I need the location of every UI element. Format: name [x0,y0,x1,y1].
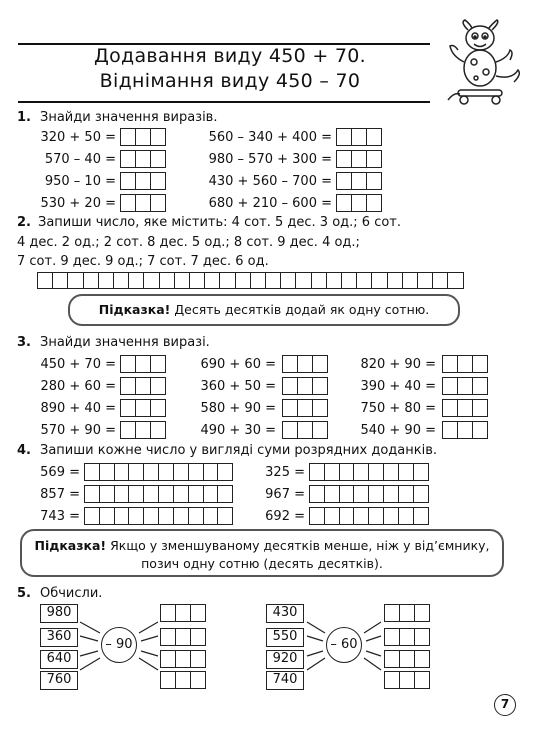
task3-expr: 580 + 90 = [200,401,276,416]
task3-expr: 490 + 30 = [200,423,276,438]
hint-line1 [22,537,502,555]
answer-boxes[interactable] [160,628,206,646]
answer-boxes[interactable] [120,128,166,146]
answer-boxes[interactable] [120,399,166,417]
answer-boxes[interactable] [309,507,429,525]
answer-boxes[interactable] [384,604,430,622]
number-box: 430 [266,604,304,623]
task4-label: 743 = [40,509,80,524]
operation-circle: – 60 [326,627,362,663]
answer-boxes[interactable] [442,377,488,395]
answer-boxes[interactable] [336,194,382,212]
hint-text: Десять десятків додай як одну сотню. [170,302,430,317]
task3-number: 3. [17,335,31,350]
answer-boxes[interactable] [84,485,233,503]
title-line2: Віднімання виду 450 – 70 [99,70,361,92]
task5-title: Обчисли. [40,586,103,601]
task1-expr: 680 + 210 – 600 = [208,196,332,211]
task1-expr: 570 – 40 = [44,152,116,167]
answer-boxes[interactable] [160,650,206,668]
answer-boxes[interactable] [120,194,166,212]
operation-circle: – 90 [101,627,137,663]
hint-label: Підказка! [98,302,171,317]
title-line1: Додавання виду 450 + 70. [93,45,367,67]
number-box: 360 [40,628,78,647]
answer-boxes[interactable] [84,507,233,525]
task1-expr: 530 + 20 = [40,196,116,211]
answer-boxes[interactable] [309,463,429,481]
answer-boxes[interactable] [120,421,166,439]
answer-boxes[interactable] [442,355,488,373]
hint-label: Підказка! [34,538,107,553]
answer-boxes[interactable] [282,421,328,439]
number-box: 980 [40,604,78,623]
answer-boxes[interactable] [282,399,328,417]
task3-expr: 570 + 90 = [40,423,116,438]
answer-boxes[interactable] [384,650,430,668]
task1-title: Знайди значення виразів. [40,110,218,125]
task1-number: 1. [17,110,31,125]
task3-expr: 450 + 70 = [40,357,116,372]
task4-number: 4. [17,443,31,458]
answer-boxes[interactable] [120,150,166,168]
answer-boxes[interactable] [309,485,429,503]
answer-boxes[interactable] [120,377,166,395]
answer-boxes[interactable] [282,377,328,395]
task3-expr: 690 + 60 = [200,357,276,372]
answer-boxes[interactable] [384,628,430,646]
hint-box [68,294,460,326]
answer-boxes[interactable] [120,172,166,190]
cartoon-character-icon [440,16,526,108]
task2-line2: 4 дес. 2 од.; 2 сот. 8 дес. 5 од.; 8 сот. 9 дес. 4 од.; [17,235,360,250]
task3-expr: 280 + 60 = [40,379,116,394]
task4-title: Запиши кожне число у вигляді суми розрядних доданків. [40,443,438,458]
number-box: 920 [266,650,304,669]
task2-line3: 7 сот. 9 дес. 9 од.; 7 сот. 7 дес. 6 од. [17,254,269,269]
task1-expr: 430 + 560 – 700 = [208,174,332,189]
task4-label: 967 = [265,487,305,502]
task2-number: 2. [17,215,31,230]
task3-expr: 540 + 90 = [360,423,436,438]
answer-boxes[interactable] [442,421,488,439]
task4-label: 857 = [40,487,80,502]
header-bottom-rule [18,101,430,103]
answer-boxes[interactable] [160,671,206,689]
answer-boxes[interactable] [120,355,166,373]
task2-line1: Запиши число, яке містить: 4 сот. 5 дес. 3 од.; 6 сот. [38,215,402,230]
task3-expr: 820 + 90 = [360,357,436,372]
task4-label: 692 = [265,509,305,524]
task1-expr: 980 – 570 + 300 = [208,152,332,167]
answer-boxes[interactable] [84,463,233,481]
task4-label: 325 = [265,465,305,480]
answer-boxes[interactable] [282,355,328,373]
task4-label: 569 = [40,465,80,480]
answer-boxes[interactable] [336,172,382,190]
answer-strip[interactable] [38,272,464,289]
number-box: 550 [266,628,304,647]
task5-number: 5. [17,586,31,601]
hint-line2: позич одну сотню (десять десятків). [141,556,383,571]
hint-box [20,529,504,577]
answer-boxes[interactable] [442,399,488,417]
hint-text: Якщо у зменшуваному десятків менше, ніж у від’ємнику, [106,538,490,553]
number-box: 760 [40,671,78,690]
answer-boxes[interactable] [384,671,430,689]
task1-expr: 950 – 10 = [44,174,116,189]
page-number: 7 [494,694,516,716]
answer-boxes[interactable] [336,128,382,146]
task3-expr: 390 + 40 = [360,379,436,394]
answer-boxes[interactable] [160,604,206,622]
task3-expr: 750 + 80 = [360,401,436,416]
task3-title: Знайди значення виразі. [40,335,210,350]
answer-boxes[interactable] [336,150,382,168]
number-box: 640 [40,650,78,669]
task3-expr: 890 + 40 = [40,401,116,416]
task3-expr: 360 + 50 = [200,379,276,394]
number-box: 740 [266,671,304,690]
task1-expr: 560 – 340 + 400 = [208,130,332,145]
task1-expr: 320 + 50 = [40,130,116,145]
